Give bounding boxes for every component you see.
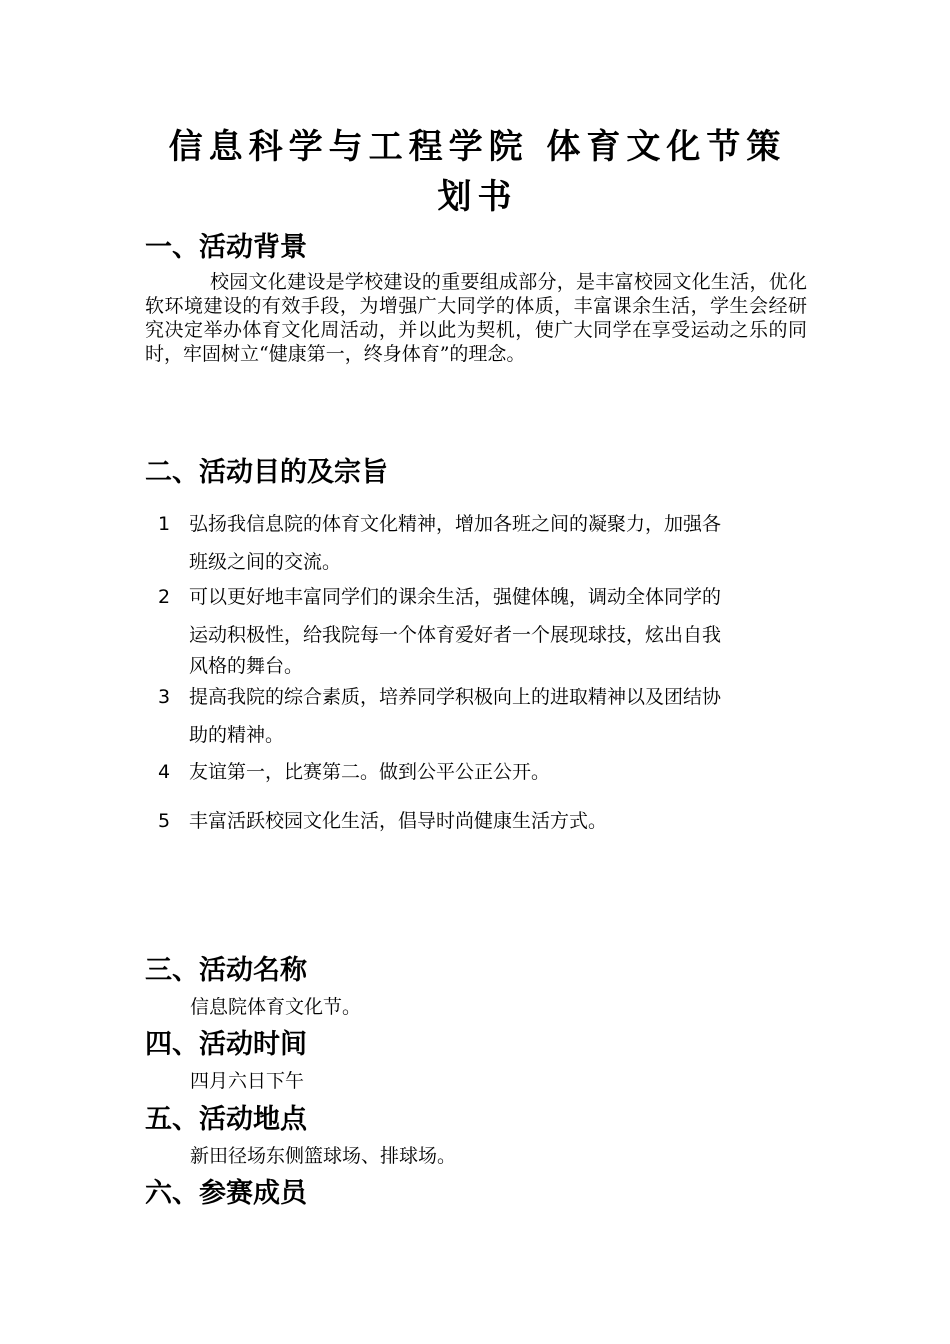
section-heading-time: 四、活动时间 [145, 1029, 307, 1060]
section-heading-participants: 六、参赛成员 [145, 1178, 307, 1209]
list-item [158, 505, 810, 581]
list-item [158, 802, 810, 840]
list-item-text: 风格的舞台。 [189, 655, 304, 677]
list-item [158, 578, 810, 678]
section-heading-background: 一、活动背景 [145, 232, 307, 263]
list-item-text: 丰富活跃校园文化生活，倡导时尚健康生活方式。 [189, 810, 608, 832]
list-item [158, 678, 810, 754]
activity-time-text: 四月六日下午 [190, 1070, 305, 1092]
document-title-line2: 划书 [437, 177, 518, 217]
background-paragraph: 校园文化建设是学校建设的重要组成部分，是丰富校园文化生活，优化软环境建设的有效手段，为增强广大同学的体质，丰富课余生活，学生会经研究决定举办体育文化周活动，并以此为契机，使广大同学在享受运动之乐的同时，牢固树立“健康第一，终身体育”的理念。 [145, 271, 807, 365]
document-title-line1: 信息科学与工程学院 体育文化节策 [168, 127, 787, 167]
list-item [158, 753, 810, 791]
list-number: 1 [158, 513, 171, 535]
document-title [145, 122, 810, 222]
activity-name-text: 信息院体育文化节。 [190, 996, 362, 1018]
list-item-text: 友谊第一，比赛第二。做到公平公正公开。 [189, 761, 551, 783]
list-number: 5 [158, 810, 171, 832]
section-heading-purpose: 二、活动目的及宗旨 [145, 457, 388, 488]
list-item-text: 可以更好地丰富同学们的课余生活，强健体魄，调动全体同学的 [189, 586, 722, 608]
list-number: 4 [158, 761, 171, 783]
section-heading-location: 五、活动地点 [145, 1104, 307, 1135]
list-number: 3 [158, 686, 171, 708]
list-item-text: 提高我院的综合素质，培养同学积极向上的进取精神以及团结协 [189, 686, 722, 708]
list-item-text: 弘扬我信息院的体育文化精神，增加各班之间的凝聚力，加强各 [189, 513, 722, 535]
list-item-text: 助的精神。 [189, 724, 285, 746]
activity-location-text: 新田径场东侧篮球场、排球场。 [190, 1145, 457, 1167]
list-number: 2 [158, 586, 171, 608]
section-heading-name: 三、活动名称 [145, 955, 307, 986]
list-item-text: 班级之间的交流。 [189, 551, 342, 573]
list-item-text: 运动积极性，给我院每一个体育爱好者一个展现球技，炫出自我 [189, 624, 722, 646]
